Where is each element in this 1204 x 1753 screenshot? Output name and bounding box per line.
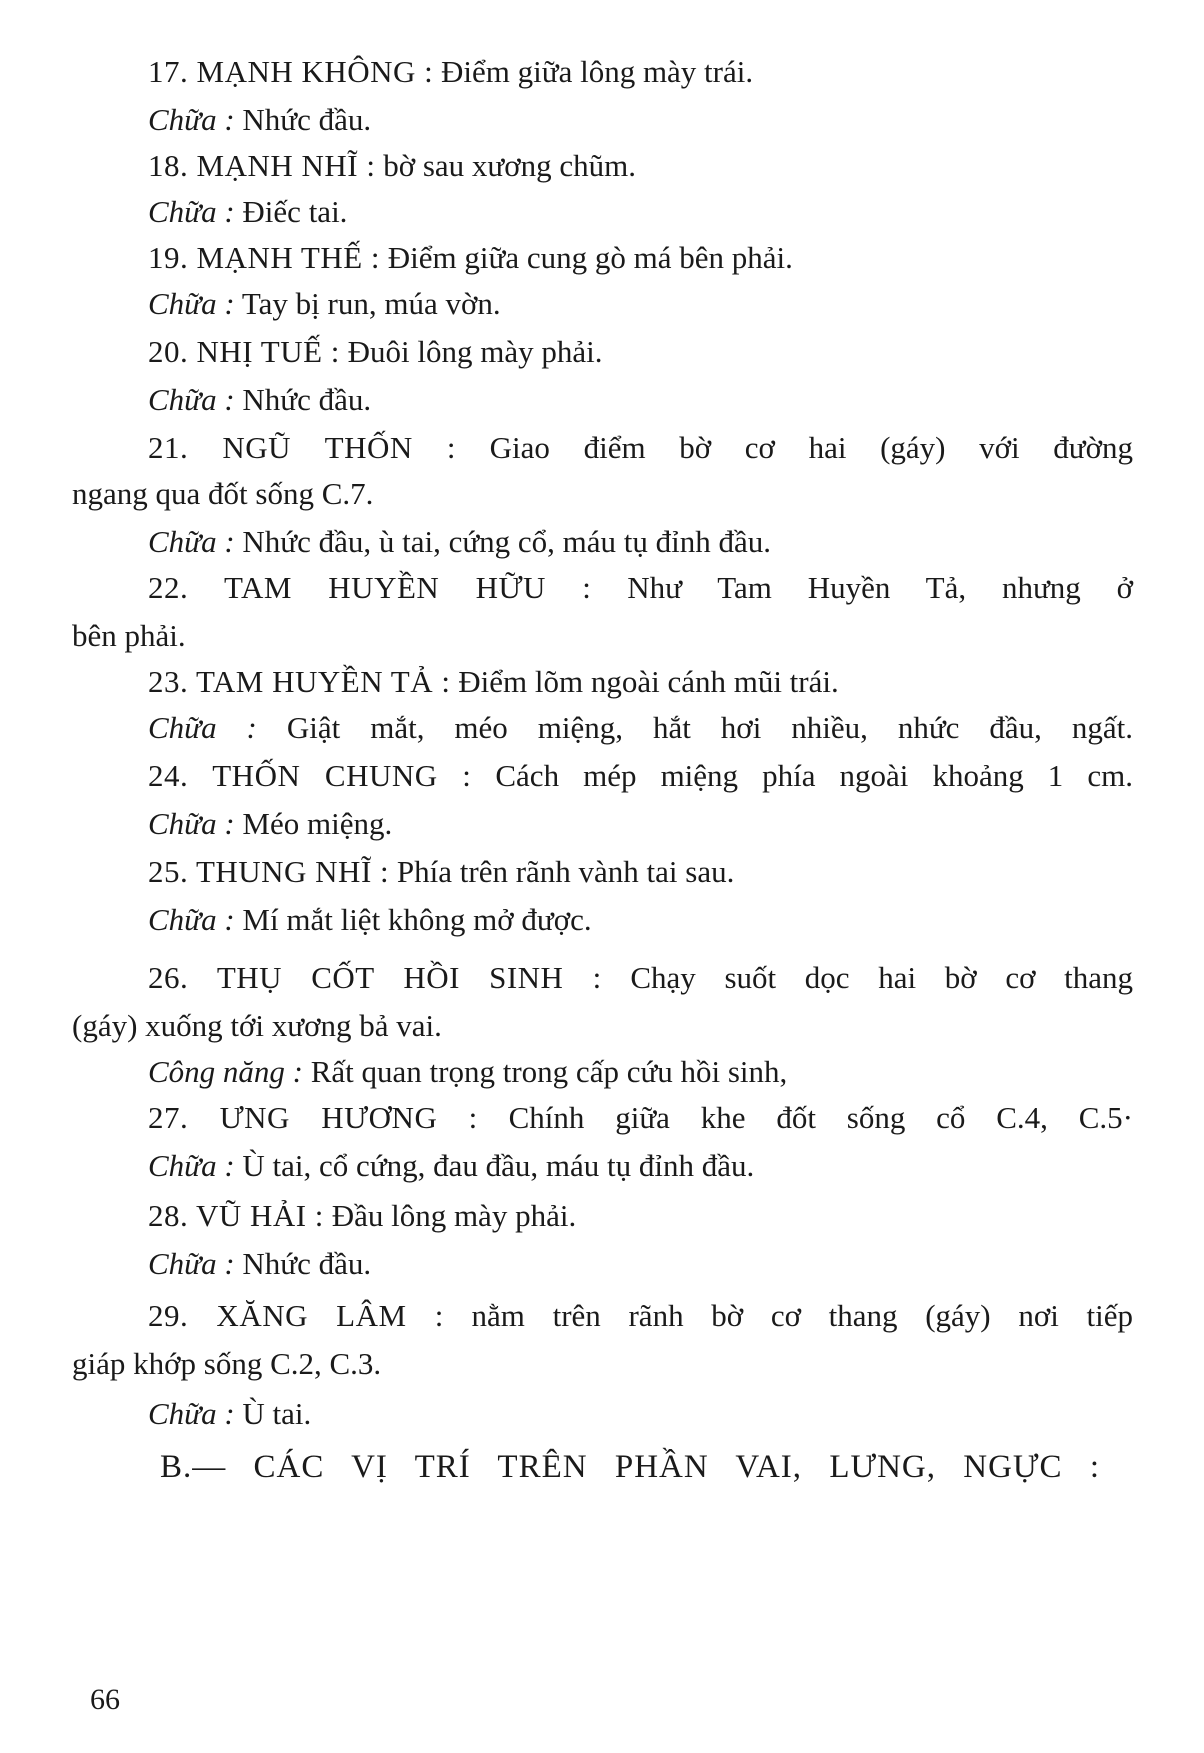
entry-19 (148, 238, 1133, 278)
treatment-text: Nhức đầu. (242, 382, 372, 417)
entry-25-treatment (148, 900, 1133, 940)
section-heading: B.— CÁC VỊ TRÍ TRÊN PHẦN VAI, LƯNG, NGỰC : (160, 1449, 1100, 1485)
entry-text: nằm trên rãnh bờ cơ thang (gáy) nơi tiếp (471, 1298, 1133, 1333)
entry-19-treatment (148, 284, 1133, 324)
entry-25 (148, 852, 1133, 892)
chua-label: Chữa : (148, 710, 257, 745)
entry-text: Chạy suốt dọc hai bờ cơ thang (630, 960, 1134, 995)
chua-label: Chữa : (148, 524, 235, 559)
entry-text: Điểm lõm ngoài cánh mũi trái. (458, 664, 839, 699)
entry-26-function (148, 1052, 1133, 1092)
entry-17 (148, 52, 1133, 92)
page-number: 66 (90, 1683, 120, 1716)
entry-text: bờ sau xương chũm. (383, 148, 636, 183)
entry-text: Phía trên rãnh vành tai sau. (396, 854, 735, 889)
entry-22 (148, 568, 1133, 608)
entry-20 (148, 332, 1133, 372)
chua-label: Chữa : (148, 194, 235, 229)
entry-text: Chính giữa khe đốt sống cổ C.4, C.5· (508, 1100, 1133, 1135)
treatment-text: Tay bị run, múa vờn. (241, 286, 501, 321)
chua-label: Chữa : (148, 902, 235, 937)
treatment-text: Mí mắt liệt không mở được. (242, 902, 592, 937)
entry-text: Điểm giữa cung gò má bên phải. (387, 240, 793, 275)
entry-title: 29. XĂNG LÂM : (148, 1298, 444, 1333)
treatment-text: Ù tai. (242, 1396, 312, 1431)
entry-title: 17. MẠNH KHÔNG : (148, 54, 434, 89)
entry-24 (148, 756, 1133, 796)
function-text: Rất quan trọng trong cấp cứu hồi sinh, (310, 1054, 788, 1089)
treatment-text: Méo miệng. (242, 806, 393, 841)
chua-label: Chữa : (148, 102, 235, 137)
entry-23 (148, 662, 1133, 702)
entry-26 (148, 958, 1133, 998)
entry-24-treatment (148, 804, 1133, 844)
entry-title: 18. MẠNH NHĨ : (148, 148, 376, 183)
entry-text: Giao điểm bờ cơ hai (gáy) với đường (489, 430, 1133, 465)
entry-21-continuation: ngang qua đốt sống C.7. (72, 476, 374, 511)
treatment-text: Giật mắt, méo miệng, hắt hơi nhiều, nhức đầu, ngất. (286, 710, 1134, 745)
chua-label: Chữa : (148, 1246, 235, 1281)
entry-18 (148, 146, 1133, 186)
entry-20-treatment (148, 380, 1133, 420)
entry-text: Như Tam Huyền Tả, nhưng ở (627, 570, 1134, 605)
treatment-text: Điếc tai. (242, 194, 348, 229)
entry-29 (148, 1296, 1133, 1336)
entry-text: Cách mép miệng phía ngoài khoảng 1 cm. (495, 758, 1133, 793)
chua-label: Chữa : (148, 806, 235, 841)
entry-title: 23. TAM HUYỀN TẢ : (148, 664, 451, 699)
entry-29-treatment (148, 1394, 1133, 1434)
entry-18-treatment (148, 192, 1133, 232)
entry-title: 20. NHỊ TUẾ : (148, 334, 340, 369)
entry-17-treatment (148, 100, 1133, 140)
chua-label: Chữa : (148, 286, 235, 321)
entry-27 (148, 1098, 1133, 1138)
entry-21-treatment (148, 522, 1133, 562)
entry-text: Điểm giữa lông mày trái. (441, 54, 754, 89)
chua-label: Chữa : (148, 1396, 235, 1431)
treatment-text: Ù tai, cổ cứng, đau đầu, máu tụ đỉnh đầu. (242, 1148, 755, 1183)
entry-title: 26. THỤ CỐT HỒI SINH : (148, 960, 602, 995)
entry-text: Đầu lông mày phải. (331, 1198, 577, 1233)
treatment-text: Nhức đầu. (242, 1246, 372, 1281)
entry-text: Đuôi lông mày phải. (347, 334, 603, 369)
entry-title: 22. TAM HUYỀN HỮU : (148, 570, 592, 605)
entry-title: 27. ƯNG HƯƠNG : (148, 1100, 478, 1135)
chua-label: Chữa : (148, 1148, 235, 1183)
entry-27-treatment (148, 1146, 1133, 1186)
entry-23-treatment (148, 708, 1133, 748)
entry-28 (148, 1196, 1133, 1236)
entry-29-continuation: giáp khớp sống C.2, C.3. (72, 1346, 382, 1381)
entry-21 (148, 428, 1133, 468)
entry-22-continuation: bên phải. (72, 618, 186, 653)
entry-26-continuation: (gáy) xuống tới xương bả vai. (72, 1008, 442, 1043)
entry-28-treatment (148, 1244, 1133, 1284)
entry-title: 28. VŨ HẢI : (148, 1198, 324, 1233)
chua-label: Chữa : (148, 382, 235, 417)
treatment-text: Nhức đầu. (242, 102, 372, 137)
treatment-text: Nhức đầu, ù tai, cứng cổ, máu tụ đỉnh đầu. (242, 524, 772, 559)
entry-title: 19. MẠNH THẾ : (148, 240, 381, 275)
entry-title: 21. NGŨ THỐN : (148, 430, 457, 465)
function-label: Công năng : (148, 1054, 303, 1089)
entry-title: 24. THỐN CHUNG : (148, 758, 472, 793)
entry-title: 25. THUNG NHĨ : (148, 854, 390, 889)
